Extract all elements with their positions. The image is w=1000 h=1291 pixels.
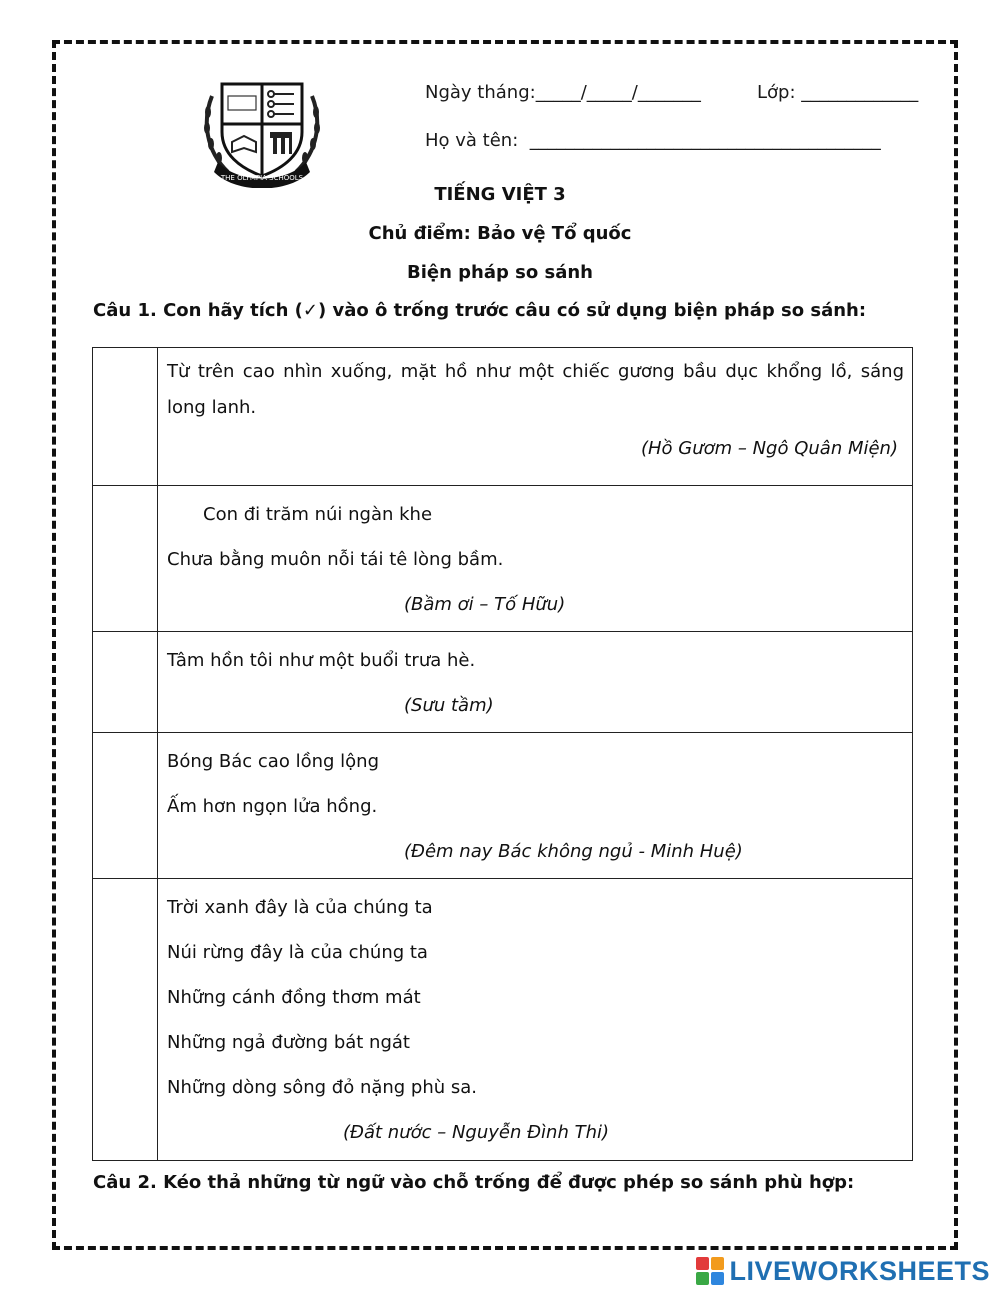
sentence-source: (Sưu tầm) [404, 695, 494, 716]
table-row [93, 486, 913, 632]
liveworksheets-wordmark: LIVEWORKSHEETS [729, 1255, 990, 1286]
checkbox-cell[interactable] [93, 632, 158, 733]
liveworksheets-brand [695, 1254, 990, 1288]
sentence-source: (Đất nước – Nguyễn Đình Thi) [343, 1122, 610, 1143]
topic-title: Chủ điểm: Bảo vệ Tổ quốc [368, 223, 632, 244]
checkbox-cell[interactable] [93, 879, 158, 1161]
exercise-table [92, 347, 913, 1161]
lesson-title: Biện pháp so sánh [406, 262, 593, 283]
checkbox-cell[interactable] [93, 486, 158, 632]
sentence-line: Những dòng sông đỏ nặng phù sa. [167, 1077, 478, 1098]
question-2: Câu 2. Kéo thả những từ ngữ vào chỗ trống để được phép so sánh phù hợp: [93, 1172, 855, 1193]
subject-title: TIẾNG VIỆT 3 [434, 184, 566, 205]
table-row [93, 733, 913, 879]
sentence-line: Trời xanh đây là của chúng ta [167, 897, 433, 918]
table-row [93, 632, 913, 733]
liveworksheets-logo-icon [695, 1256, 725, 1286]
table-row [93, 348, 913, 486]
sentence-line: Những cánh đồng thơm mát [167, 987, 421, 1008]
sentence-line: Từ trên cao nhìn xuống, mặt hồ như một chiếc gương bầu dục khổng lồ, sáng long lanh. [167, 361, 904, 418]
sentence-line: Chưa bằng muôn nỗi tái tê lòng bầm. [167, 549, 504, 570]
sentence-source: (Bầm ơi – Tố Hữu) [404, 594, 566, 615]
sentence-line: Bóng Bác cao lồng lộng [167, 751, 379, 772]
school-logo [198, 76, 326, 188]
sentence-cell [158, 348, 913, 486]
sentence-line: Núi rừng đây là của chúng ta [167, 942, 428, 963]
sentence-line: Những ngả đường bát ngát [167, 1032, 410, 1053]
sentence-line: Tâm hồn tôi như một buổi trưa hè. [167, 650, 476, 671]
date-field[interactable]: Ngày tháng:_____/_____/_______ [425, 82, 701, 103]
class-field[interactable]: Lớp: _____________ [757, 82, 919, 103]
sentence-source: (Đêm nay Bác không ngủ - Minh Huệ) [404, 841, 743, 862]
sentence-line: Ấm hơn ngọn lửa hồng. [167, 796, 378, 817]
question-1: Câu 1. Con hãy tích (✓) vào ô trống trước câu có sử dụng biện pháp so sánh: [93, 300, 867, 321]
sentence-cell [158, 486, 913, 632]
name-field[interactable]: Họ và tên: _______________________________________ [425, 130, 881, 151]
table-row [93, 879, 913, 1161]
svg-text:THE OLYMPIA SCHOOLS: THE OLYMPIA SCHOOLS [220, 174, 304, 182]
sentence-line: Con đi trăm núi ngàn khe [203, 504, 433, 525]
sentence-cell [158, 632, 913, 733]
sentence-cell [158, 879, 913, 1161]
sentence-cell [158, 733, 913, 879]
sentence-source: (Hồ Gươm – Ngô Quân Miện) [640, 438, 898, 459]
checkbox-cell[interactable] [93, 733, 158, 879]
checkbox-cell[interactable] [93, 348, 158, 486]
